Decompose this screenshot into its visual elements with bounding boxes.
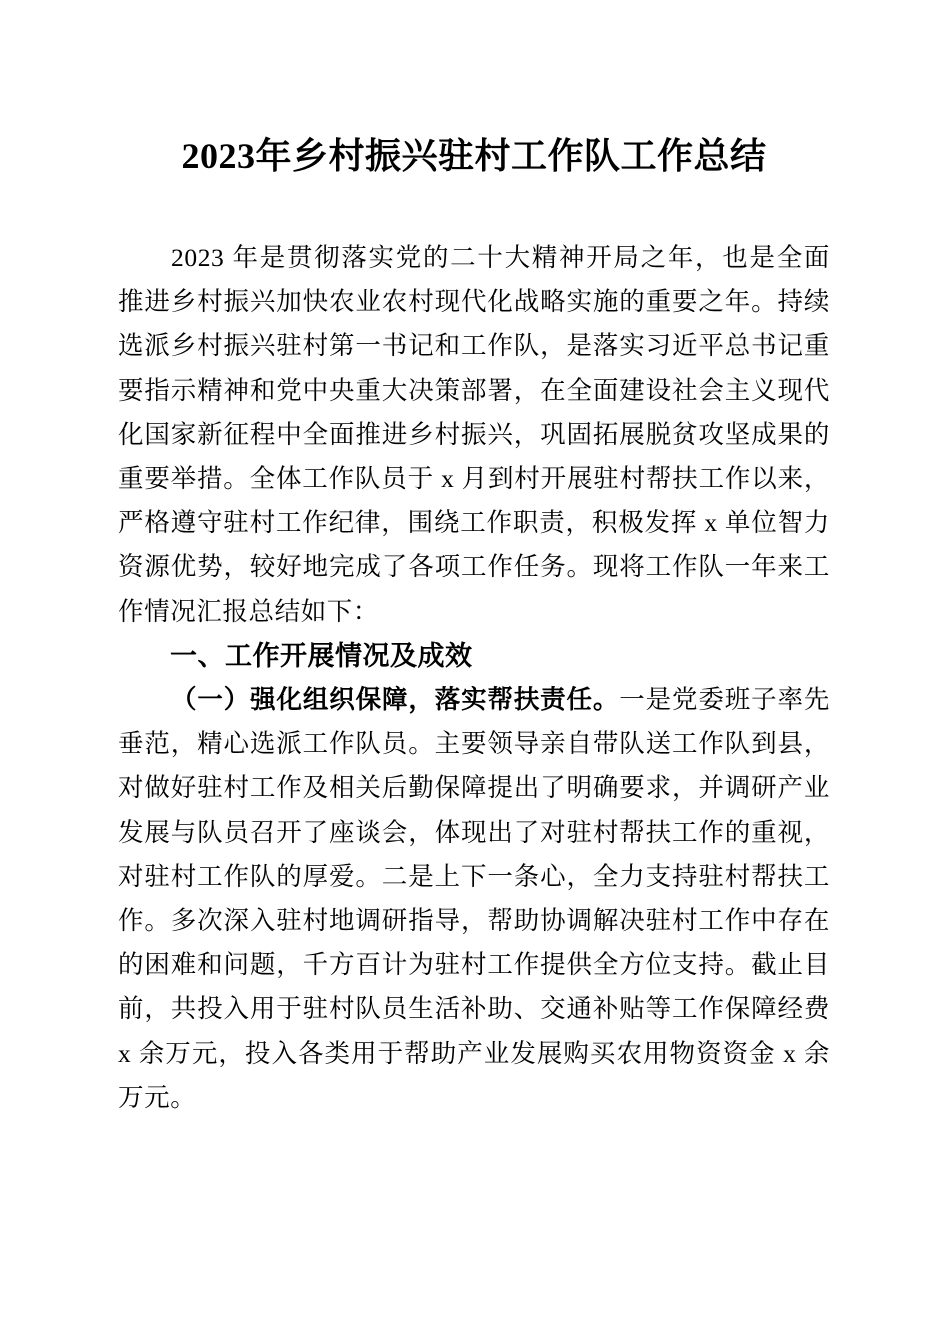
subsection-body-text: 一是党委班子率先垂范，精心选派工作队员。主要领导亲自带队送工作队到县，对做好驻村工作及相关后勤保障提出了明确要求，并调研产业发展与队员召开了座谈会，体现出了对驻村帮扶工作的重视，对驻村工作队的厚爱。二是上下一条心，全力支持驻村帮扶工作。多次深入驻村地调研指导，帮助协调解决驻村工作中存在的困难和问题，千方百计为驻村工作提供全方位支持。截止目前，共投入用于驻村队员生活补助、交通补贴等工作保障经费 x 余万元，投入各类用于帮助产业发展购买农用物资资金 x 余万元。 bbox=[118, 685, 830, 1112]
subsection-lead-label: （一）强化组织保障，落实帮扶责任。 bbox=[171, 685, 620, 715]
document-title: 2023年乡村振兴驻村工作队工作总结 bbox=[181, 136, 767, 176]
subsection-paragraph bbox=[118, 678, 830, 1120]
section-heading: 一、工作开展情况及成效 bbox=[170, 640, 473, 671]
intro-paragraph: 2023 年是贯彻落实党的二十大精神开局之年，也是全面推进乡村振兴加快农业农村现代化战略实施的重要之年。持续选派乡村振兴驻村第一书记和工作队，是落实习近平总书记重要指示精神和党中央重大决策部署，在全面建设社会主义现代化国家新征程中全面推进乡村振兴，巩固拓展脱贫攻坚成果的重要举措。全体工作队员于 x 月到村开展驻村帮扶工作以来，严格遵守驻村工作纪律，围绕工作职责，积极发挥 x 单位智力资源优势，较好地完成了各项工作任务。现将工作队一年来工作情况汇报总结如下： bbox=[118, 243, 830, 626]
